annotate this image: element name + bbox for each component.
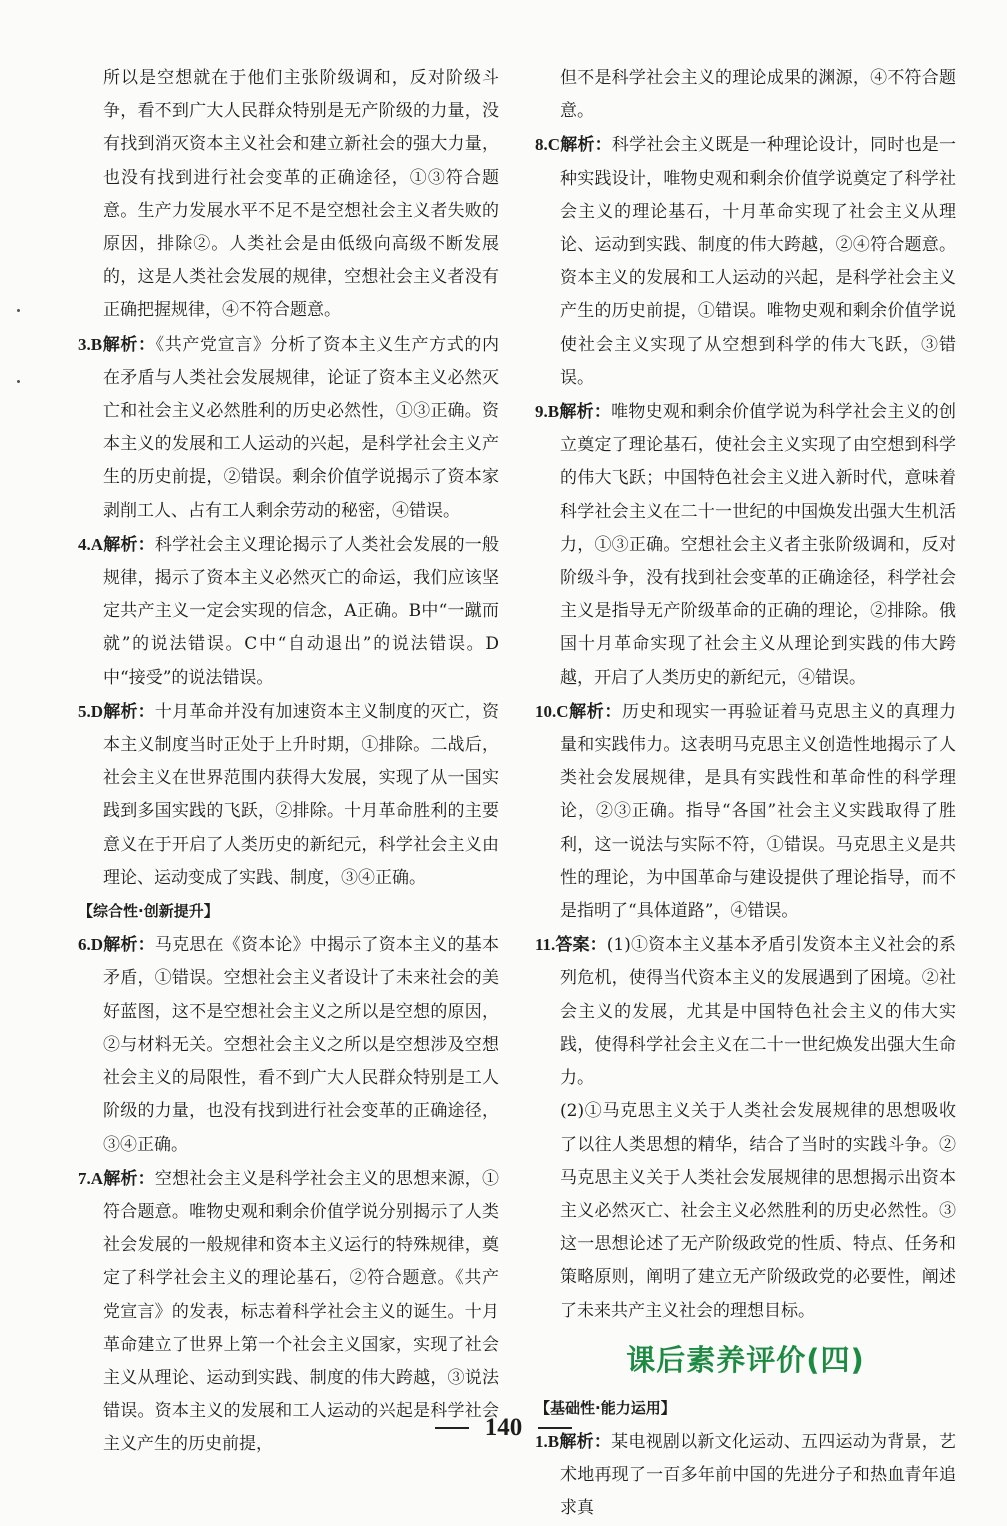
analysis-label: 解析： bbox=[559, 1431, 612, 1452]
footer-dash bbox=[435, 1427, 469, 1429]
answer-5 bbox=[78, 695, 499, 895]
footer-dash bbox=[538, 1427, 572, 1429]
answer-11-part-2: (2)①马克思主义关于人类社会发展规律的思想吸收了以往人类思想的精华，结合了当时的实践斗争。②马克思主义关于人类社会发展规律的思想揭示出资本主义必然灭亡、社会主义必然胜利的历史必然性。③这一思想论述了无产阶级政党的性质、特点、任务和策略原则，阐明了建立无产阶级政党的必要性，阐述了未来共产主义社会的理想目标。 bbox=[560, 1101, 956, 1321]
answer-9 bbox=[535, 395, 956, 695]
question-number: 5.D bbox=[78, 701, 104, 721]
continued-paragraph: 所以是空想就在于他们主张阶级调和，反对阶级斗争，看不到广大人民群众特别是无产阶级的力量，没有找到消灭资本主义社会和建立新社会的强大力量，也没有找到进行社会变革的正确途径，①③符合题意。生产力发展水平不足不是空想社会主义者失败的原因，排除②。人类社会是由低级向高级不断发展的，这是人类社会发展的规律，空想社会主义者没有正确把握规律，④不符合题意。 bbox=[103, 68, 499, 321]
analysis-label: 解析： bbox=[559, 402, 612, 423]
section-header: 【综合性·创新提升】 bbox=[78, 902, 219, 921]
question-number: 7.A bbox=[78, 1168, 104, 1188]
answer-text: 唯物史观和剩余价值学说为科学社会主义的创立奠定了理论基石，使社会主义实现了由空想到科学的伟大飞跃；中国特色社会主义进入新时代，意味着科学社会主义在二十一世纪的中国焕发出强大生机活力，①③正确。空想社会主义者主张阶级调和，反对阶级斗争，没有找到社会变革的正确途径，科学社会主义是指导无产阶级革命的正确的理论，②排除。俄国十月革命实现了社会主义从理论到实践的伟大跨越，开启了人类历史的新纪元，④错误。 bbox=[560, 402, 957, 688]
section-header: 【基础性·能力运用】 bbox=[535, 1398, 676, 1417]
answer-8 bbox=[535, 128, 956, 395]
question-number: 6.D bbox=[78, 935, 104, 955]
question-number: 9.B bbox=[535, 402, 560, 422]
margin-dot bbox=[17, 380, 20, 383]
page-footer bbox=[0, 1408, 1007, 1448]
answer-text: 历史和现实一再验证着马克思主义的真理力量和实践伟力。这表明马克思主义创造性地揭示了人类社会发展规律，是具有实践性和革命性的科学理论，②③正确。指导“各国”社会主义实践取得了胜利，这一说法与实际不符，①错误。马克思主义是共性的理论，为中国革命与建设提供了理论指导，而不是指明了“具体道路”，④错误。 bbox=[560, 701, 957, 922]
analysis-label: 解析： bbox=[103, 534, 155, 555]
question-number: 11. bbox=[535, 935, 556, 955]
right-column bbox=[535, 62, 956, 1526]
answer-4 bbox=[78, 528, 499, 695]
analysis-label: 解析： bbox=[103, 935, 155, 956]
answer-text: 《共产党宣言》分析了资本主义生产方式的内在矛盾与人类社会发展规律，论证了资本主义必然灭亡和社会主义必然胜利的历史必然性，①③正确。资本主义的发展和工人运动的兴起，是科学社会主义产生的历史前提，②错误。剩余价值学说揭示了资本家剥削工人、占有工人剩余劳动的秘密，④错误。 bbox=[103, 334, 500, 521]
answer-text: 某电视剧以新文化运动、五四运动为背景，艺术地再现了一百多年前中国的先进分子和热血青年追求真 bbox=[560, 1431, 957, 1519]
answer-6 bbox=[78, 928, 499, 1161]
analysis-label: 解析： bbox=[103, 1168, 155, 1189]
answer-text: 科学社会主义理论揭示了人类社会发展的一般规律，揭示了资本主义必然灭亡的命运，我们应该坚定共产主义一定会实现的信念，A正确。B中“一蹴而就”的说法错误。C中“自动退出”的说法错误。D中“接受”的说法错误。 bbox=[103, 534, 500, 688]
question-number: 1.B bbox=[535, 1431, 560, 1451]
answer-text: 空想社会主义是科学社会主义的思想来源，①符合题意。唯物史观和剩余价值学说分别揭示了人类社会发展的一般规律和资本主义运行的特殊规律，奠定了科学社会主义的理论基石，②符合题意。《共产党宣言》的发表，标志着科学社会主义的诞生。十月革命建立了世界上第一个社会主义国家，实现了社会主义从理论、运动到实践、制度的伟大跨越，③说法错误。资本主义的发展和工人运动的兴起是科学社会主义产生的历史前提， bbox=[103, 1168, 500, 1455]
answer-10 bbox=[535, 695, 956, 928]
analysis-label: 解析： bbox=[568, 701, 622, 722]
answer-text: (1)①资本主义基本矛盾引发资本主义社会的系列危机，使得当代资本主义的发展遇到了困境。②社会主义的发展，尤其是中国特色社会主义的伟大实践，使得科学社会主义在二十一世纪焕发出强大生命力。 bbox=[560, 935, 956, 1089]
answer-text: 十月革命并没有加速资本主义制度的灭亡，资本主义制度当时正处于上升时期，①排除。二战后，社会主义在世界范围内获得大发展，实现了从一国实践到多国实践的飞跃，②排除。十月革命胜利的主要意义在于开启了人类历史的新纪元，科学社会主义由理论、运动变成了实践、制度，③④正确。 bbox=[103, 701, 500, 888]
answer-11 bbox=[535, 928, 956, 1095]
answer-text: 马克思在《资本论》中揭示了资本主义的基本矛盾，①错误。空想社会主义者设计了未来社会的美好蓝图，这不是空想社会主义之所以是空想的原因，②与材料无关。空想社会主义之所以是空想涉及空想社会主义的局限性，看不到广大人民群众特别是工人阶级的力量，也没有找到进行社会变革的正确途径，③④正确。 bbox=[103, 935, 500, 1155]
question-number: 4.A bbox=[78, 534, 104, 554]
answer-3 bbox=[78, 328, 499, 528]
page-number: 140 bbox=[484, 1414, 523, 1441]
answer-label: 答案： bbox=[555, 935, 607, 956]
question-number: 10.C bbox=[535, 701, 569, 721]
analysis-label: 解析： bbox=[560, 135, 612, 156]
answer-text: 科学社会主义既是一种理论设计，同时也是一种实践设计，唯物史观和剩余价值学说奠定了科学社会主义的理论基石，十月革命实现了社会主义从理论、运动到实践、制度的伟大跨越，②④符合题意。资本主义的发展和工人运动的兴起，是科学社会主义产生的历史前提，①错误。唯物史观和剩余价值学说使社会主义实现了从空想到科学的伟大飞跃，③错误。 bbox=[560, 135, 957, 388]
left-column bbox=[78, 62, 499, 1462]
analysis-label: 解析： bbox=[102, 334, 156, 355]
question-number: 3.B bbox=[78, 334, 103, 354]
margin-dot bbox=[17, 309, 20, 312]
continued-paragraph: 但不是科学社会主义的理论成果的渊源，④不符合题意。 bbox=[560, 68, 956, 122]
analysis-label: 解析： bbox=[103, 701, 155, 722]
question-number: 8.C bbox=[535, 135, 561, 155]
section-title: 课后素养评价(四) bbox=[626, 1342, 865, 1377]
